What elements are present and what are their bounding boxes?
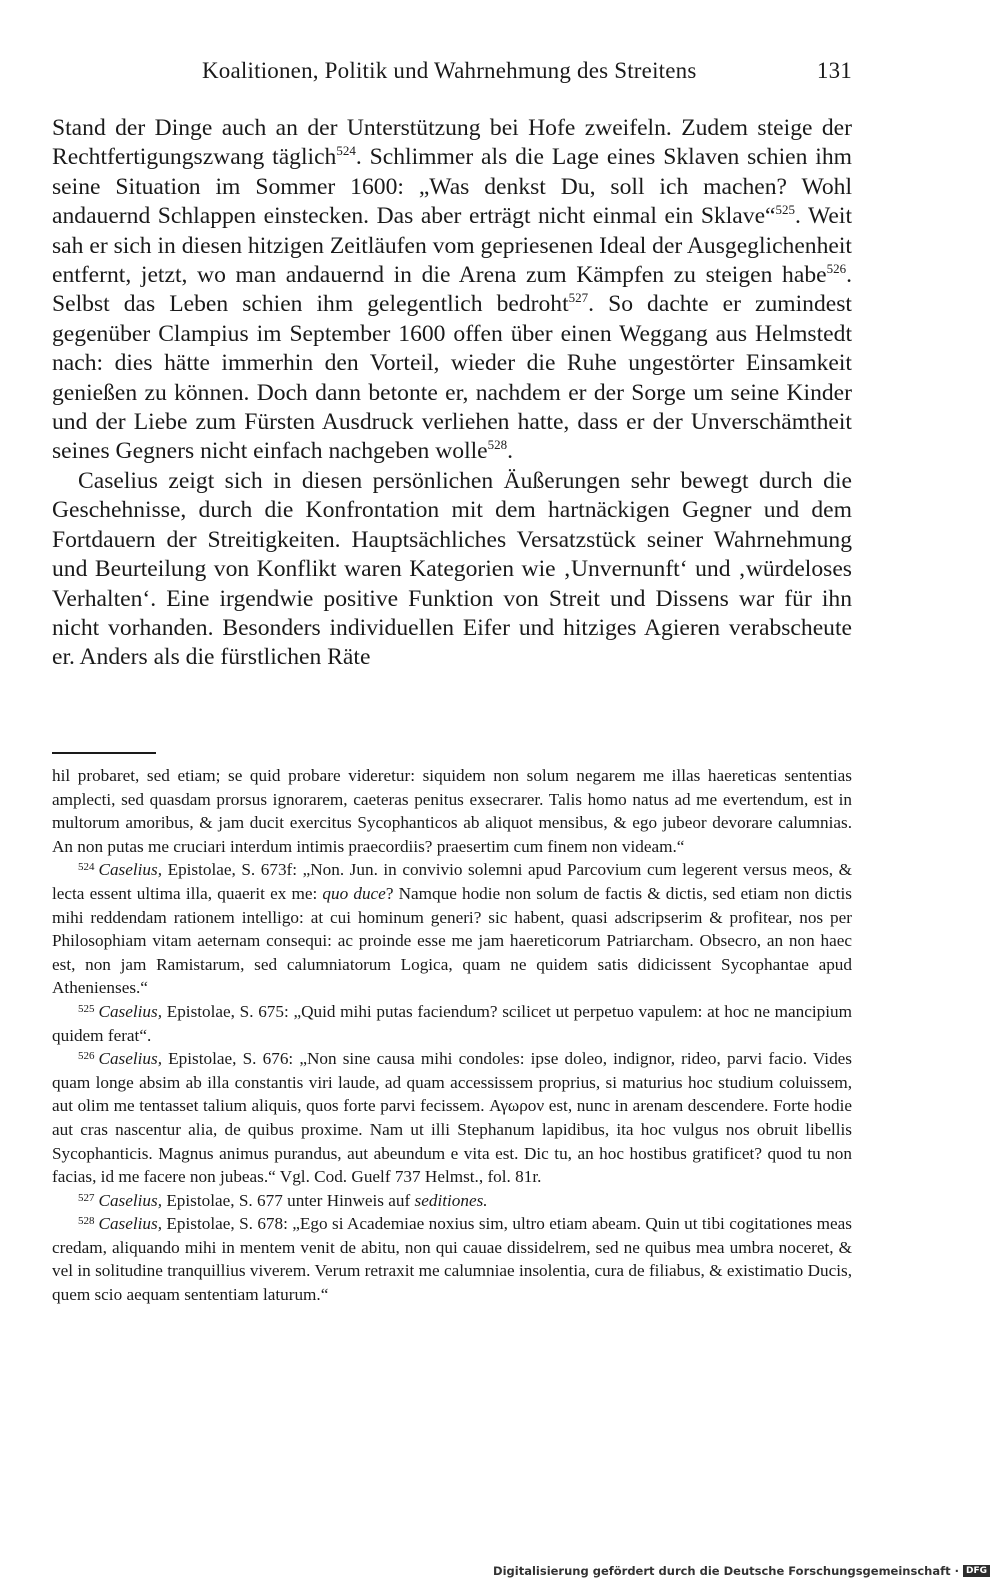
- digitization-credit: [493, 1564, 990, 1578]
- footnote-ref-525: 525: [775, 202, 796, 218]
- footnote-525: $^{525}$ Caselius, Epistolae, S. 675: „Quid mihi putas faciendum? scilicet ut perpetuo vapulem: at hoc ne mancipium quidem ferat“.: [52, 1001, 852, 1045]
- footnote-ref-526: 526: [826, 261, 847, 277]
- running-head: [52, 58, 852, 92]
- footnote-526: $^{526}$ Caselius, Epistolae, S. 676: „Non sine causa mihi condoles: ipse doleo, indignor, rideo, parvi facio. Vides quam longe absim ab illa constantis viri laude, ad quam accessissem proprius, si maturius hoc studium coluissem, aut olim me tentasset talium aliquis, quos forte parvi fecissem. Αγωρον est, nunc in arenam descendere. Forte hodie aut cras nascentur alia, de quibus proxime. Nam ut illi Stephanum lapidibus, ita hoc vulgus nos obruit libellis Sycophanticis. Magnus animus purandus, aut abeundum e vita est. Dic tu, an hoc hostibus gratificet? quod tu non facias, id me facere non jubeas.“ Vgl. Cod. Guelf 737 Helmst., fol. 81r.: [52, 1049, 852, 1187]
- footnote-continuation: hil probaret, sed etiam; se quid probare videretur: siquidem non solum negarem me illas haereticas sententias amplecti, sed quasdam prorsus ignorarem, caeteras penitus exsecrarer. Talis homo natus ad me evertendum, est in multorum amoribus, & jam ducit exercitus Sycophanticos ab aliquot mensibus, & ego jubeor devorare calumnias. An non putas me cruciari interdum intimis praecordiis? praesertim cum finem non videam.“: [52, 766, 852, 856]
- credit-text: Digitalisierung gefördert durch die Deutsche Forschungsgemeinschaft ·: [493, 1564, 959, 1578]
- footnote-527: $^{527}$ Caselius, Epistolae, S. 677 unter Hinweis auf seditiones.: [78, 1190, 488, 1210]
- footnote-rule: [52, 752, 156, 754]
- footnote-ref-524: 524: [336, 143, 356, 159]
- paragraph-2: Caselius zeigt sich in diesen persönlichen Äußerungen sehr bewegt durch die Geschehnisse, durch die Konfrontation mit dem hartnäckigen Gegner und dem Fortdauern der Streitigkeiten. Hauptsächliches Versatzstück seiner Wahrnehmung und Beurteilung von Konflikt waren Kategorien wie ‚Unvernunft‘ und ‚würdeloses Verhalten‘. Eine irgendwie positive Funktion von Streit und Dissens war für ihn nicht vorhanden. Besonders individuellen Eifer und hitziges Agieren verabscheute er. Anders als die fürstlichen Räte: [52, 467, 852, 671]
- dfg-logo-icon: DFG: [963, 1565, 990, 1577]
- paragraph-1: Stand der Dinge auch an der Unterstützung bei Hofe zweifeln. Zudem steige der Rechtfertigungszwang täglich$^{524}$. Schlimmer als die Lage eines Sklaven schien ihm seine Situation im Sommer 1600: „Was denkst Du, soll ich machen? Wohl andauernd Schlappen einstecken. Das aber erträgt nicht einmal ein Sklave“$^{525}$. Weit sah er sich in diesen hitzigen Zeitläufen vom gepriesenen Ideal der Ausgeglichenheit entfernt, jetzt, wo man andauernd in die Arena zum Kämpfen zu steigen habe$^{526}$. Selbst das Leben schien ihm gelegentlich bedroht$^{527}$. So dachte er zumindest gegenüber Clampius im September 1600 offen über einen Weggang aus Helmstedt nach: dies hätte immerhin den Vorteil, wieder die Ruhe ungestörter Einsamkeit genießen zu können. Doch dann betonte er, nachdem er der Sorge um seine Kinder und der Liebe zum Fürsten Ausdruck verliehen hatte, dass er der Unverschämtheit seines Gegners nicht einfach nachgeben wolle$^{528}$.: [52, 115, 852, 465]
- footnote-524: $^{524}$ Caselius, Epistolae, S. 673f: „Non. Jun. in convivio solemni apud Parcovium cum legerent versus meos, & lecta essent ultima illa, quaerit ex me: quo duce? Namque hodie non solum de factis & dictis, sed etiam non dictis mihi reddendam rationem intelligo: at cui hominum generi? sic habent, quasi adscripserim & profitear, nos per Philosophiam vitam aeternam consequi: ac proinde esse me jam haereticorum Patriarcham. Obsecro, an non haec est, non jam Ramistarum, sed calumniatorum Logica, quam ne quidem satis didicissent Sycophantae apud Athenienses.“: [52, 860, 852, 998]
- page-number: 131: [816, 58, 852, 83]
- footnotes: [52, 764, 852, 1307]
- main-text: [52, 114, 852, 673]
- footnote-528: $^{528}$ Caselius, Epistolae, S. 678: „Ego si Academiae noxius sim, ultro etiam abeam. Quin ut tibi cogitationes meas credam, aliquando mihi in mentem venit de abitu, non qui cauae dissidelrem, sed ne quibus mea umbra noceret, & vel in solitudine tranquillius viverem. Verum retraxit me calumniae insolentia, cura de filiabus, & existimatio Ducis, quem scio aequam sententiam laturum.“: [52, 1214, 852, 1305]
- running-head-title: Koalitionen, Politik und Wahrnehmung des Streitens: [202, 58, 697, 83]
- footnote-ref-528: 528: [487, 437, 508, 453]
- footnote-ref-527: 527: [568, 290, 589, 306]
